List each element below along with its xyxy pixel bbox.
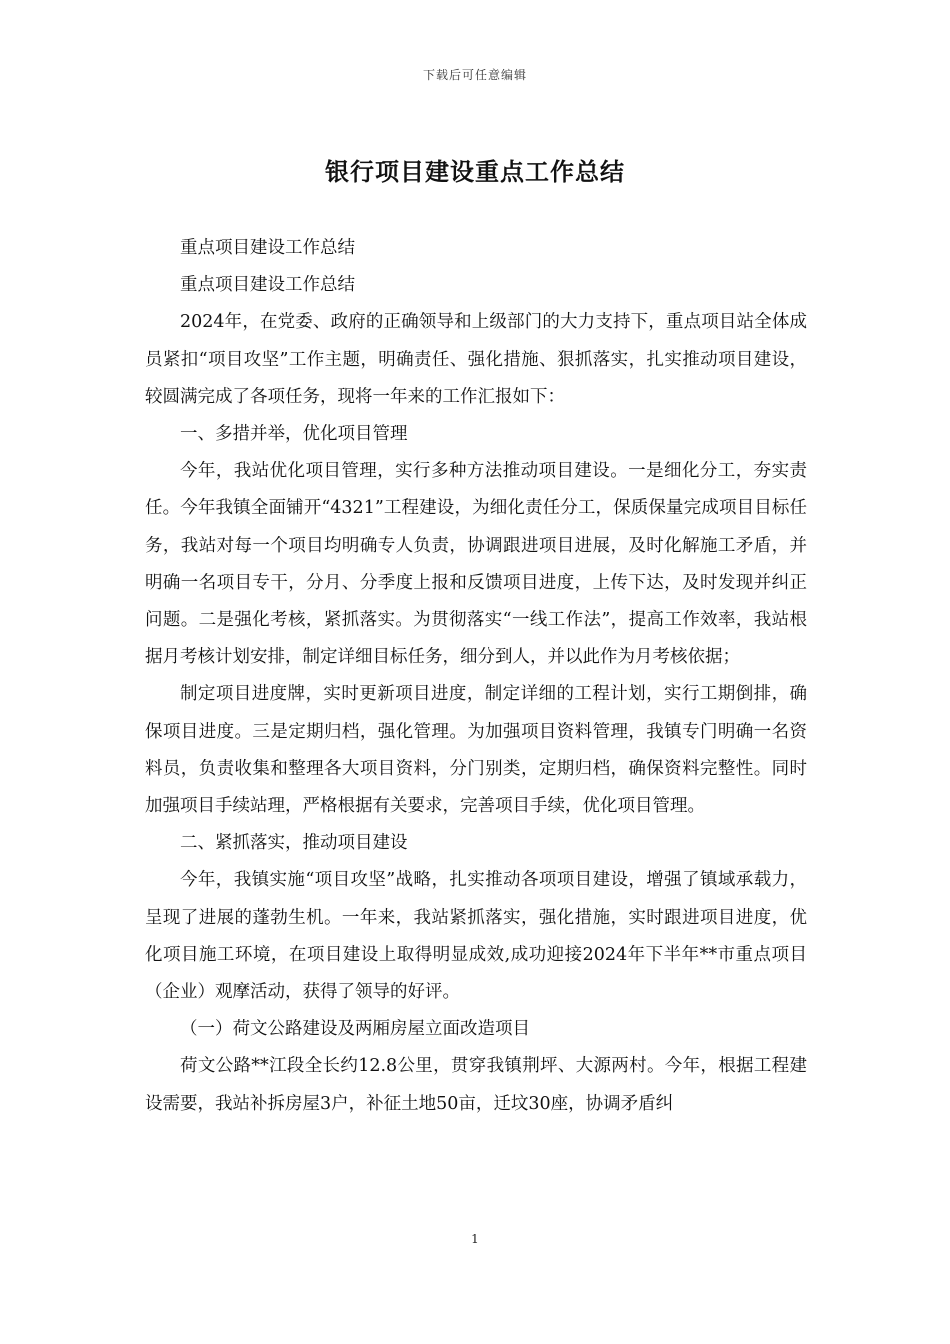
paragraph: 今年，我镇实施“项目攻坚”战略，扎实推动各项项目建设，增强了镇域承载力，呈现了进展的蓬勃生机。一年来，我站紧抓落实，强化措施，实时跟进项目进度，优化项目施工环境，在项目建设上取得明显成效,成功迎接2024年下半年**市重点项目（企业）观摩活动，获得了领导的好评。 <box>145 870 807 1003</box>
paragraph: 制定项目进度牌，实时更新项目进度，制定详细的工程计划，实行工期倒排，确保项目进度。三是定期归档，强化管理。为加强项目资料管理，我镇专门明确一名资料员，负责收集和整理各大项目资料，分门别类，定期归档，确保资料完整性。同时加强项目手续站理，严格根据有关要求，完善项目手续，优化项目管理。 <box>145 684 807 817</box>
paragraph: 重点项目建设工作总结 <box>180 275 355 296</box>
paragraph: 荷文公路**江段全长约12.8公里，贯穿我镇荆坪、大源两村。今年，根据工程建设需要，我站补拆房屋3户，补征土地50亩，迁坟30座，协调矛盾纠 <box>145 1056 807 1114</box>
section-heading: 二、紧抓落实，推动项目建设 <box>180 833 408 854</box>
document-title: 银行项目建设重点工作总结 <box>325 157 625 186</box>
paragraph: 今年，我站优化项目管理，实行多种方法推动项目建设。一是细化分工，夯实责任。今年我镇全面铺开“4321”工程建设，为细化责任分工，保质保量完成项目目标任务，我站对每一个项目均明确专人负责，协调跟进项目进展，及时化解施工矛盾，并明确一名项目专干，分月、分季度上报和反馈项目进度，上传下达，及时发现并纠正问题。二是强化考核，紧抓落实。为贯彻落实“一线工作法”，提高工作效率，我站根据月考核计划安排，制定详细目标任务，细分到人，并以此作为月考核依据； <box>145 461 807 668</box>
section-heading: 一、多措并举，优化项目管理 <box>180 424 408 445</box>
paragraph: 2024年，在党委、政府的正确领导和上级部门的大力支持下，重点项目站全体成员紧扣“项目攻坚”工作主题，明确责任、强化措施、狠抓落实，扎实推动项目建设，较圆满完成了各项任务，现将一年来的工作汇报如下： <box>145 312 807 407</box>
document-body <box>145 230 807 1123</box>
header-note: 下载后可任意编辑 <box>422 68 527 82</box>
paragraph: 重点项目建设工作总结 <box>180 238 355 258</box>
page-number: 1 <box>471 1232 479 1246</box>
subsection-heading: （一）荷文公路建设及两厢房屋立面改造项目 <box>180 1019 530 1040</box>
